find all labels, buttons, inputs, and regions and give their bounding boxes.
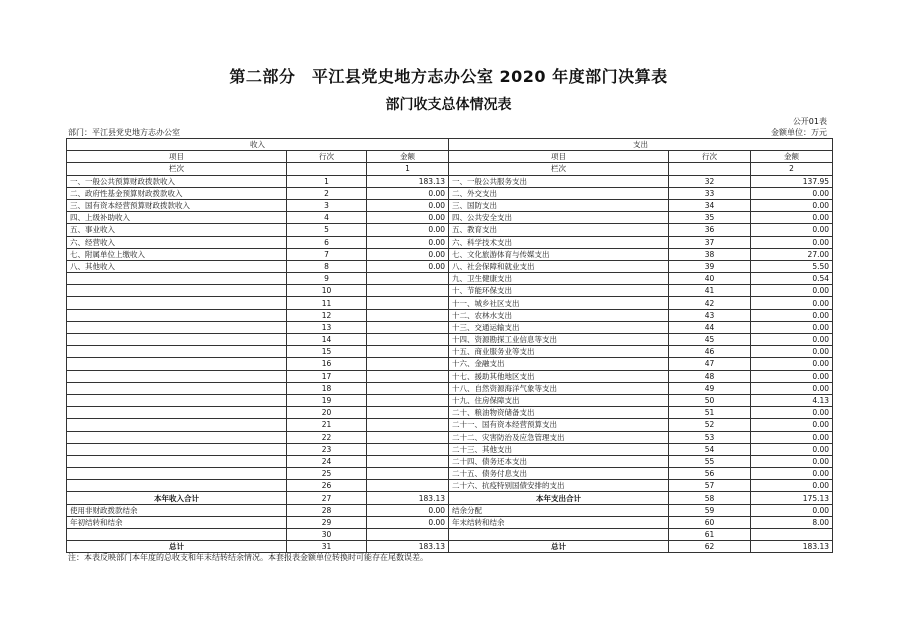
table-row [67, 358, 833, 370]
income-amount [367, 273, 449, 285]
income-line-number: 6 [287, 236, 367, 248]
income-line-number: 24 [287, 455, 367, 467]
expense-lane-number: 2 [751, 163, 833, 175]
table-row [67, 455, 833, 467]
income-item: 总计 [67, 541, 287, 553]
expense-line-number: 33 [669, 187, 751, 199]
expense-item: 二、外交支出 [449, 187, 669, 199]
income-line-number: 30 [287, 529, 367, 541]
expense-item-header: 项目 [449, 151, 669, 163]
expense-amount: 0.00 [751, 236, 833, 248]
expense-amount: 0.00 [751, 443, 833, 455]
income-amount: 0.00 [367, 516, 449, 528]
expense-line-number: 38 [669, 248, 751, 260]
income-item [67, 407, 287, 419]
expense-item: 十、节能环保支出 [449, 285, 669, 297]
income-item [67, 309, 287, 321]
expense-item: 本年支出合计 [449, 492, 669, 504]
income-line-number: 22 [287, 431, 367, 443]
expense-item: 五、教育支出 [449, 224, 669, 236]
expense-item: 十八、自然资源海洋气象等支出 [449, 382, 669, 394]
department-label: 部门：平江县党史地方志办公室 [68, 128, 180, 137]
table-row [67, 199, 833, 211]
expense-item: 二十、粮油物资储备支出 [449, 407, 669, 419]
table-row [67, 187, 833, 199]
expense-line-number: 54 [669, 443, 751, 455]
income-amount: 0.00 [367, 187, 449, 199]
income-line-number: 11 [287, 297, 367, 309]
expense-line-number: 58 [669, 492, 751, 504]
expense-item [449, 529, 669, 541]
income-item [67, 455, 287, 467]
income-line-header: 行次 [287, 151, 367, 163]
table-row [67, 309, 833, 321]
income-line-number: 12 [287, 309, 367, 321]
table-row [67, 236, 833, 248]
expense-amount: 0.00 [751, 334, 833, 346]
income-line-number: 26 [287, 480, 367, 492]
expense-line-number: 57 [669, 480, 751, 492]
expense-amount: 0.00 [751, 224, 833, 236]
table-row [67, 224, 833, 236]
expense-amount [751, 529, 833, 541]
expense-line-number: 37 [669, 236, 751, 248]
income-line-number: 4 [287, 212, 367, 224]
expense-amount: 0.00 [751, 431, 833, 443]
income-line-number: 20 [287, 407, 367, 419]
table-row [67, 480, 833, 492]
income-item: 本年收入合计 [67, 492, 287, 504]
expense-line-number: 62 [669, 541, 751, 553]
income-amount [367, 321, 449, 333]
expense-amount: 0.00 [751, 419, 833, 431]
expense-line-number: 50 [669, 394, 751, 406]
income-amount [367, 407, 449, 419]
income-line-number: 9 [287, 273, 367, 285]
expense-amount: 175.13 [751, 492, 833, 504]
income-item [67, 529, 287, 541]
expense-item: 总计 [449, 541, 669, 553]
income-item: 七、附属单位上缴收入 [67, 248, 287, 260]
expense-amount: 0.00 [751, 297, 833, 309]
income-line-number: 8 [287, 260, 367, 272]
income-item: 五、事业收入 [67, 224, 287, 236]
expense-line-header: 行次 [669, 151, 751, 163]
expense-amount: 0.00 [751, 407, 833, 419]
income-line-number: 27 [287, 492, 367, 504]
expense-amount: 27.00 [751, 248, 833, 260]
income-line-number: 19 [287, 394, 367, 406]
expense-line-number: 45 [669, 334, 751, 346]
page-title: 第二部分 平江县党史地方志办公室 2020 年度部门决算表 [229, 67, 668, 86]
income-item: 四、上级补助收入 [67, 212, 287, 224]
income-line-number: 15 [287, 346, 367, 358]
income-line-number: 17 [287, 370, 367, 382]
total-row [67, 529, 833, 541]
expense-line-number: 46 [669, 346, 751, 358]
expense-item: 二十六、抗疫特别国债安排的支出 [449, 480, 669, 492]
expense-amount: 0.00 [751, 480, 833, 492]
expense-line-number: 49 [669, 382, 751, 394]
income-item [67, 297, 287, 309]
expense-item: 二十三、其他支出 [449, 443, 669, 455]
income-item [67, 334, 287, 346]
table-row [67, 175, 833, 187]
table-row [67, 431, 833, 443]
income-amount [367, 480, 449, 492]
expense-amount: 0.00 [751, 382, 833, 394]
expense-amount: 0.00 [751, 212, 833, 224]
expense-header: 支出 [449, 139, 833, 151]
table-row [67, 443, 833, 455]
income-line-number: 5 [287, 224, 367, 236]
income-amount [367, 431, 449, 443]
income-item [67, 285, 287, 297]
expense-item: 九、卫生健康支出 [449, 273, 669, 285]
expense-amount: 0.00 [751, 370, 833, 382]
expense-item: 十二、农林水支出 [449, 309, 669, 321]
income-lane-label: 栏次 [67, 163, 287, 175]
table-row [67, 321, 833, 333]
table-row [67, 370, 833, 382]
expense-amount: 0.00 [751, 309, 833, 321]
expense-amount: 0.00 [751, 504, 833, 516]
income-amount [367, 309, 449, 321]
expense-line-number: 32 [669, 175, 751, 187]
income-item: 八、其他收入 [67, 260, 287, 272]
expense-line-number: 39 [669, 260, 751, 272]
lane-row [67, 163, 833, 175]
income-amount: 0.00 [367, 199, 449, 211]
income-item [67, 370, 287, 382]
expense-item: 十九、住房保障支出 [449, 394, 669, 406]
table-row [67, 394, 833, 406]
income-item: 六、经营收入 [67, 236, 287, 248]
expense-item: 十一、城乡社区支出 [449, 297, 669, 309]
table-row [67, 382, 833, 394]
expense-line-number: 42 [669, 297, 751, 309]
expense-item: 三、国防支出 [449, 199, 669, 211]
income-amount [367, 382, 449, 394]
expense-item: 十三、交通运输支出 [449, 321, 669, 333]
expense-amount: 0.00 [751, 321, 833, 333]
total-row [67, 516, 833, 528]
expense-amount: 0.00 [751, 455, 833, 467]
table-title: 部门收支总体情况表 [385, 97, 512, 113]
income-amount: 0.00 [367, 236, 449, 248]
income-item [67, 394, 287, 406]
expense-line-number: 44 [669, 321, 751, 333]
income-amount: 0.00 [367, 260, 449, 272]
income-amount: 0.00 [367, 212, 449, 224]
income-amount: 0.00 [367, 504, 449, 516]
income-amount-header: 金额 [367, 151, 449, 163]
income-amount [367, 358, 449, 370]
income-item [67, 321, 287, 333]
expense-line-number: 61 [669, 529, 751, 541]
expense-item: 十七、援助其他地区支出 [449, 370, 669, 382]
income-amount [367, 346, 449, 358]
income-amount: 183.13 [367, 175, 449, 187]
table-row [67, 297, 833, 309]
expense-amount: 0.00 [751, 358, 833, 370]
expense-item: 二十四、债务还本支出 [449, 455, 669, 467]
income-line-number: 16 [287, 358, 367, 370]
income-item: 二、政府性基金预算财政拨款收入 [67, 187, 287, 199]
income-amount: 183.13 [367, 541, 449, 553]
income-lane-number: 1 [367, 163, 449, 175]
expense-line-number: 51 [669, 407, 751, 419]
table-row [67, 334, 833, 346]
expense-amount: 0.00 [751, 199, 833, 211]
footnote: 注：本表反映部门本年度的总收支和年末结转结余情况。本套报表金额单位转换时可能存在尾数误差。 [68, 553, 428, 562]
income-line-number: 1 [287, 175, 367, 187]
income-line-number: 18 [287, 382, 367, 394]
income-amount: 0.00 [367, 248, 449, 260]
table-row [67, 273, 833, 285]
income-item [67, 443, 287, 455]
income-item [67, 480, 287, 492]
income-amount [367, 285, 449, 297]
income-item [67, 346, 287, 358]
expense-amount-header: 金额 [751, 151, 833, 163]
expense-item: 二十一、国有资本经营预算支出 [449, 419, 669, 431]
table-row [67, 407, 833, 419]
income-line-number: 10 [287, 285, 367, 297]
expense-item: 十五、商业服务业等支出 [449, 346, 669, 358]
income-item: 使用非财政拨款结余 [67, 504, 287, 516]
income-line-number: 25 [287, 468, 367, 480]
total-row [67, 504, 833, 516]
expense-line-number: 59 [669, 504, 751, 516]
expense-line-number: 55 [669, 455, 751, 467]
expense-item: 十六、金融支出 [449, 358, 669, 370]
expense-line-number: 35 [669, 212, 751, 224]
expense-line-number: 60 [669, 516, 751, 528]
expense-amount: 5.50 [751, 260, 833, 272]
table-row [67, 285, 833, 297]
form-number: 公开01表 [792, 117, 827, 126]
expense-line-number: 52 [669, 419, 751, 431]
income-amount [367, 394, 449, 406]
unit-label: 金额单位：万元 [771, 128, 827, 137]
expense-item: 七、文化旅游体育与传媒支出 [449, 248, 669, 260]
income-amount [367, 529, 449, 541]
income-amount: 0.00 [367, 224, 449, 236]
income-item [67, 468, 287, 480]
income-line-number: 13 [287, 321, 367, 333]
expense-item: 四、公共安全支出 [449, 212, 669, 224]
expense-line-number: 53 [669, 431, 751, 443]
income-amount [367, 334, 449, 346]
income-amount [367, 443, 449, 455]
expense-item: 结余分配 [449, 504, 669, 516]
expense-amount: 0.00 [751, 346, 833, 358]
expense-item: 八、社会保障和就业支出 [449, 260, 669, 272]
income-item [67, 382, 287, 394]
expense-line-number: 47 [669, 358, 751, 370]
expense-line-number: 56 [669, 468, 751, 480]
table-row [67, 468, 833, 480]
income-line-number: 29 [287, 516, 367, 528]
table-row [67, 248, 833, 260]
expense-line-number: 36 [669, 224, 751, 236]
expense-line-number: 34 [669, 199, 751, 211]
table-row [67, 260, 833, 272]
income-amount [367, 455, 449, 467]
column-header-row [67, 151, 833, 163]
expense-item: 年末结转和结余 [449, 516, 669, 528]
income-item: 年初结转和结余 [67, 516, 287, 528]
expense-line-number: 41 [669, 285, 751, 297]
total-row [67, 492, 833, 504]
income-amount [367, 419, 449, 431]
income-line-number: 23 [287, 443, 367, 455]
expense-amount: 0.00 [751, 468, 833, 480]
expense-amount: 0.00 [751, 285, 833, 297]
table-row [67, 346, 833, 358]
income-item: 一、一般公共预算财政拨款收入 [67, 175, 287, 187]
income-item [67, 273, 287, 285]
income-line-number: 3 [287, 199, 367, 211]
income-amount [367, 468, 449, 480]
expense-line-number: 43 [669, 309, 751, 321]
expense-line-number: 40 [669, 273, 751, 285]
income-line-number: 21 [287, 419, 367, 431]
income-amount [367, 370, 449, 382]
income-lane-blank [287, 163, 367, 175]
expense-item: 一、一般公共服务支出 [449, 175, 669, 187]
section-header-row [67, 139, 833, 151]
expense-amount: 0.54 [751, 273, 833, 285]
income-line-number: 7 [287, 248, 367, 260]
income-item [67, 431, 287, 443]
expense-line-number: 48 [669, 370, 751, 382]
expense-item: 十四、资源勘探工业信息等支出 [449, 334, 669, 346]
table-row [67, 419, 833, 431]
income-amount [367, 297, 449, 309]
income-item-header: 项目 [67, 151, 287, 163]
income-item [67, 358, 287, 370]
income-line-number: 28 [287, 504, 367, 516]
income-amount: 183.13 [367, 492, 449, 504]
table-row [67, 212, 833, 224]
expense-item: 六、科学技术支出 [449, 236, 669, 248]
income-item: 三、国有资本经营预算财政拨款收入 [67, 199, 287, 211]
income-expense-table [66, 138, 833, 553]
income-line-number: 14 [287, 334, 367, 346]
income-item [67, 419, 287, 431]
expense-item: 二十二、灾害防治及应急管理支出 [449, 431, 669, 443]
expense-amount: 8.00 [751, 516, 833, 528]
expense-amount: 137.95 [751, 175, 833, 187]
expense-amount: 4.13 [751, 394, 833, 406]
expense-item: 二十五、债务付息支出 [449, 468, 669, 480]
income-header: 收入 [67, 139, 449, 151]
income-line-number: 31 [287, 541, 367, 553]
expense-lane-label: 栏次 [449, 163, 669, 175]
income-line-number: 2 [287, 187, 367, 199]
expense-lane-blank [669, 163, 751, 175]
expense-amount: 183.13 [751, 541, 833, 553]
expense-amount: 0.00 [751, 187, 833, 199]
